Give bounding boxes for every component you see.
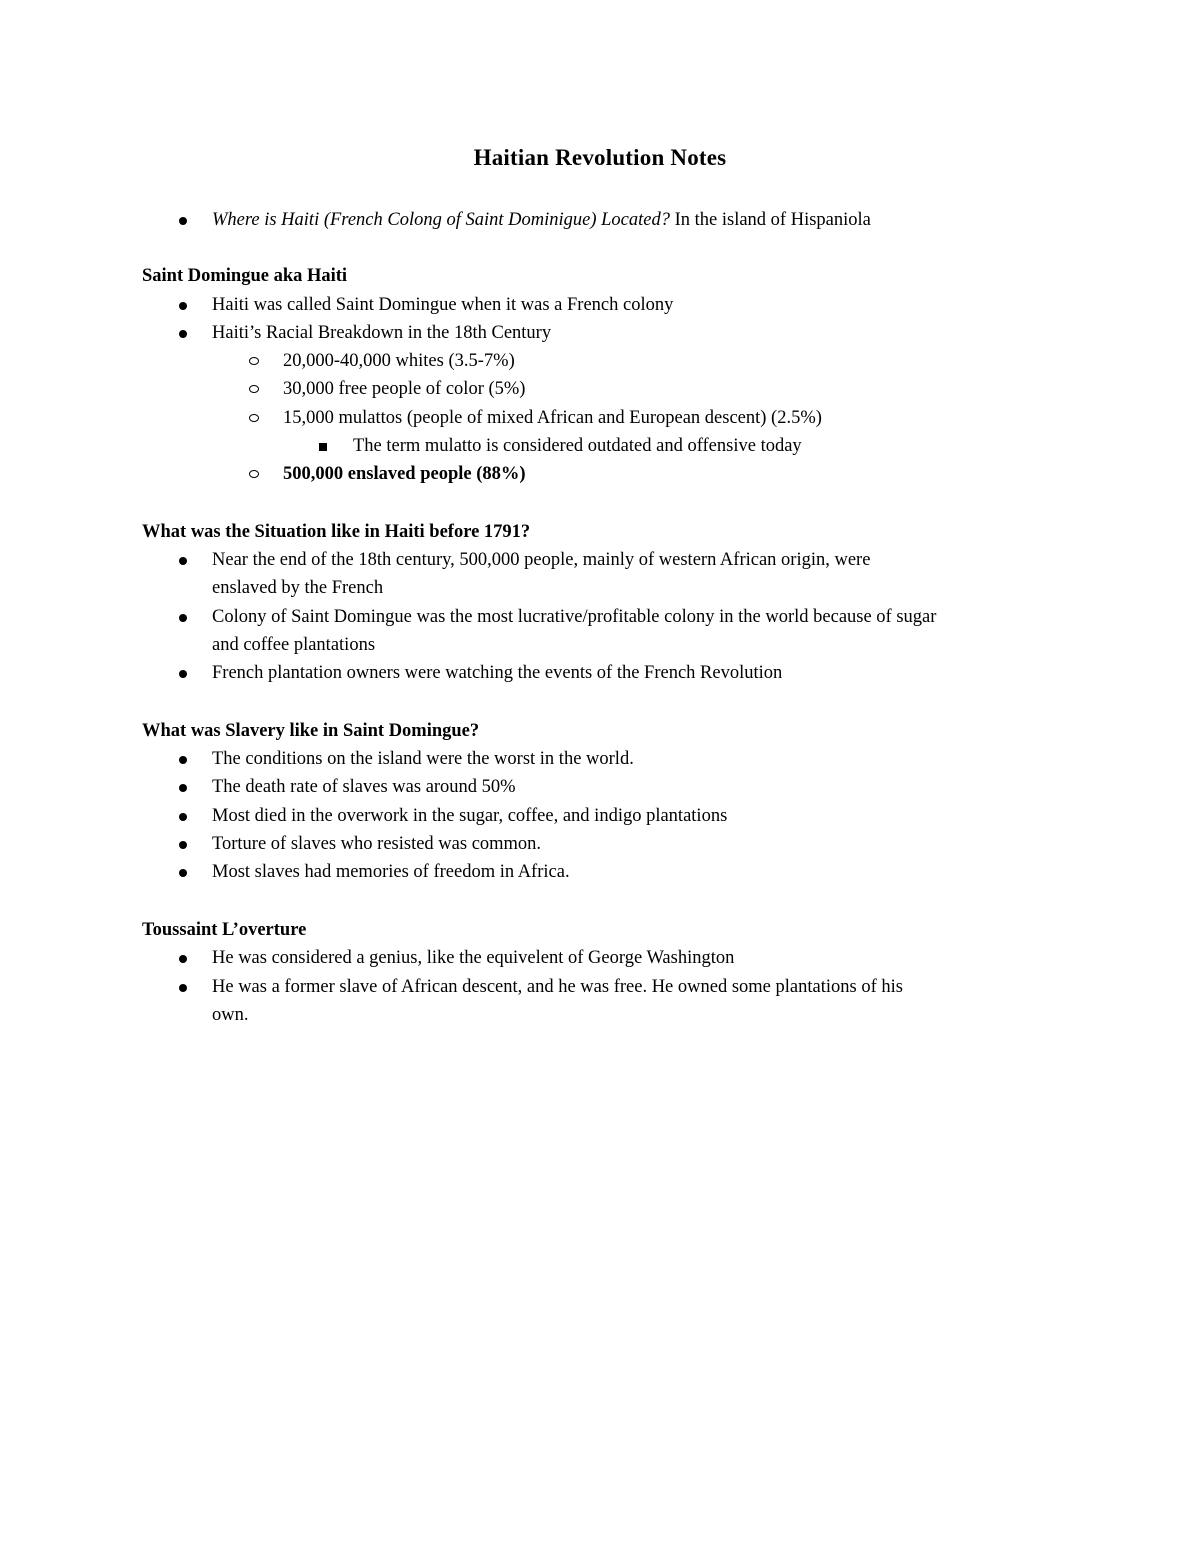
- list-item-continuation: and coffee plantations: [212, 635, 376, 655]
- bullet-dot-icon: [177, 773, 189, 801]
- bullet-dot-icon: [177, 603, 189, 631]
- bullet-dot-icon: [177, 206, 189, 234]
- list-item: Colony of Saint Domingue was the most lucrative/profitable colony in the world because of sugar: [212, 607, 937, 627]
- sub-list-item: 15,000 mulattos (people of mixed African and European descent) (2.5%): [283, 408, 822, 428]
- list-item: Haiti’s Racial Breakdown in the 18th Century: [212, 323, 552, 343]
- sub-list-item: 30,000 free people of color (5%): [283, 379, 526, 399]
- bullet-dot-icon: [177, 973, 189, 1001]
- list-item: The death rate of slaves was around 50%: [212, 777, 516, 797]
- list-item-continuation: own.: [212, 1005, 249, 1025]
- bullet-dot-icon: [177, 830, 189, 858]
- list-item: The conditions on the island were the worst in the world.: [212, 749, 634, 769]
- section-heading: What was the Situation like in Haiti before 1791?: [142, 522, 531, 542]
- list-item: He was considered a genius, like the equivelent of George Washington: [212, 948, 735, 968]
- bullet-circle-icon: [247, 347, 261, 375]
- section-heading: Toussaint L’overture: [142, 920, 307, 940]
- list-item: He was a former slave of African descent, and he was free. He owned some plantations of his: [212, 977, 903, 997]
- list-item: Most slaves had memories of freedom in Africa.: [212, 862, 570, 882]
- list-item: Haiti was called Saint Domingue when it was a French colony: [212, 295, 674, 315]
- section-heading: Saint Domingue aka Haiti: [142, 266, 348, 286]
- sub-sub-list-item: The term mulatto is considered outdated and offensive today: [353, 436, 802, 456]
- intro-item: [212, 206, 871, 234]
- bullet-dot-icon: [177, 291, 189, 319]
- bullet-dot-icon: [177, 858, 189, 886]
- bullet-circle-icon: [247, 404, 261, 432]
- intro-answer: In the island of Hispaniola: [669, 210, 871, 230]
- bullet-dot-icon: [177, 659, 189, 687]
- list-item: Most died in the overwork in the sugar, coffee, and indigo plantations: [212, 806, 728, 826]
- bullet-dot-icon: [177, 319, 189, 347]
- list-item: French plantation owners were watching the events of the French Revolution: [212, 663, 783, 683]
- bullet-circle-icon: [247, 375, 261, 403]
- sub-list-item: 500,000 enslaved people (88%): [283, 464, 526, 484]
- bullet-square-icon: [317, 432, 329, 460]
- bullet-dot-icon: [177, 745, 189, 773]
- document-title: Haitian Revolution Notes: [473, 145, 727, 170]
- list-item-continuation: enslaved by the French: [212, 578, 384, 598]
- bullet-circle-icon: [247, 460, 261, 488]
- bullet-dot-icon: [177, 546, 189, 574]
- bullet-dot-icon: [177, 802, 189, 830]
- list-item: Near the end of the 18th century, 500,000 people, mainly of western African origin, were: [212, 550, 871, 570]
- section-heading: What was Slavery like in Saint Domingue?: [142, 721, 480, 741]
- list-item: Torture of slaves who resisted was common.: [212, 834, 542, 854]
- sub-list-item: 20,000-40,000 whites (3.5-7%): [283, 351, 515, 371]
- intro-question: Where is Haiti (French Colong of Saint Dominigue) Located?: [212, 210, 670, 230]
- bullet-dot-icon: [177, 944, 189, 972]
